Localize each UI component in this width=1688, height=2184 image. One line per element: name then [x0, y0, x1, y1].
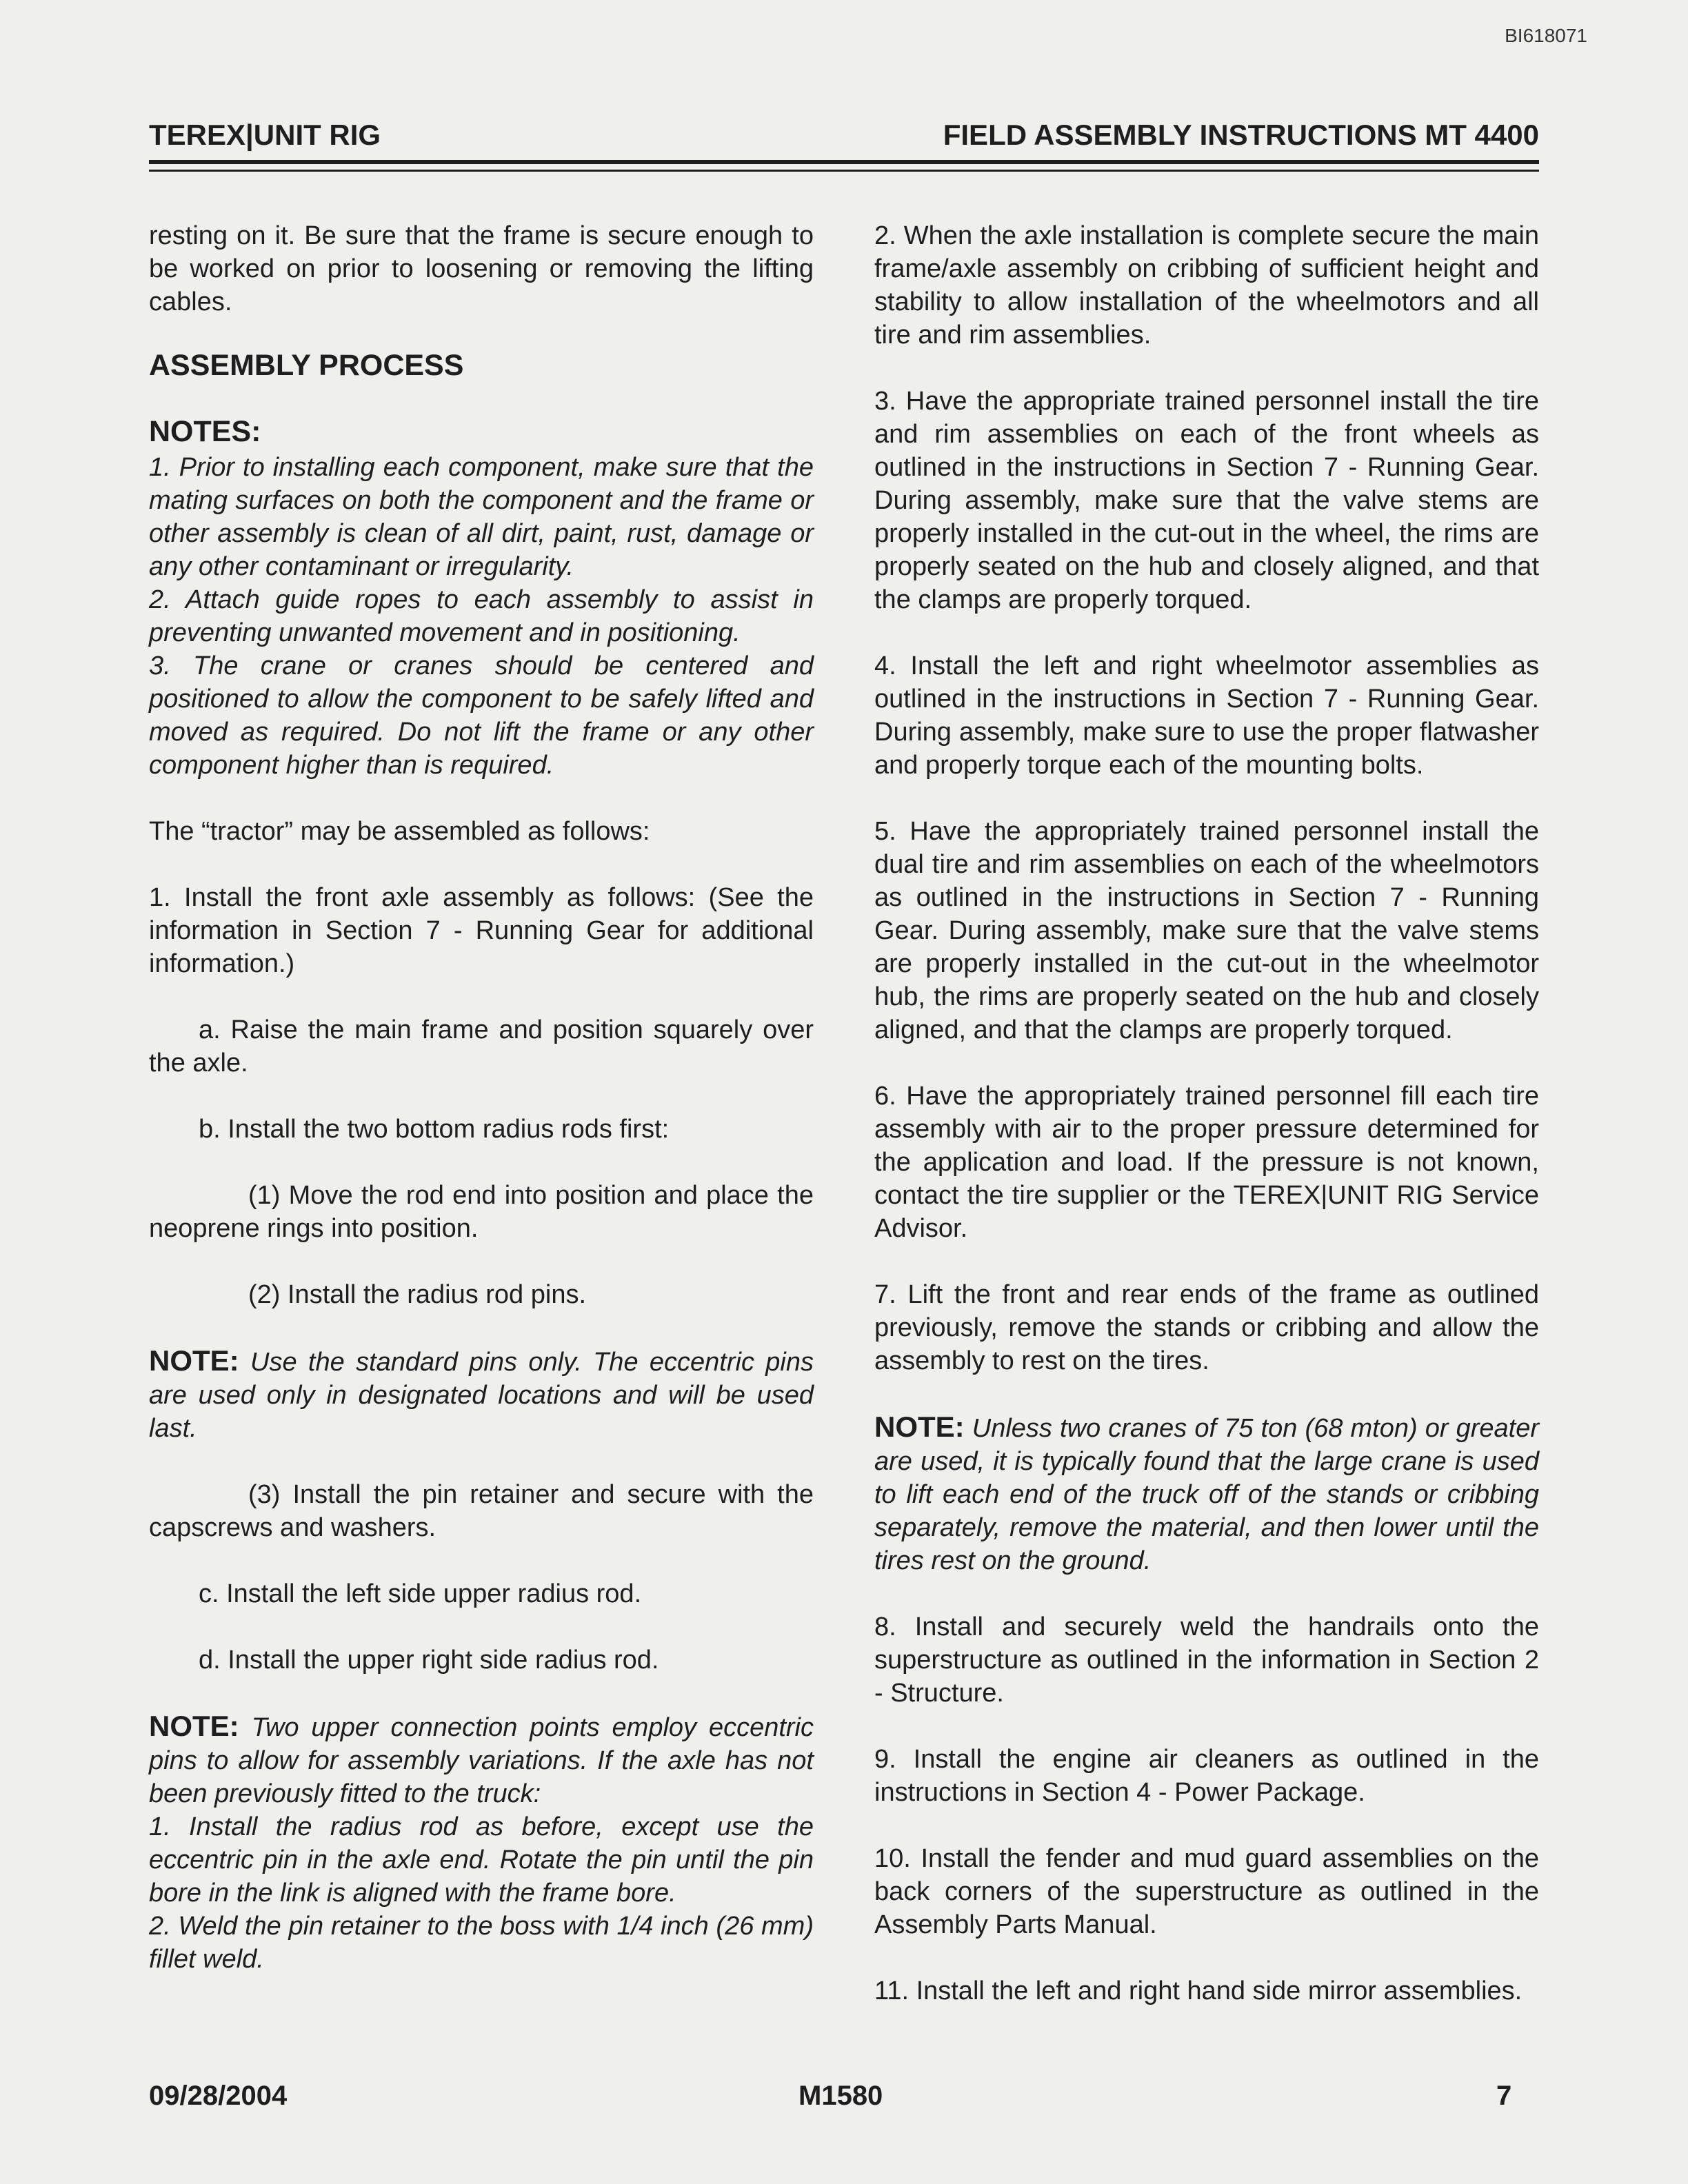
step-6: 6. Have the appropriately trained personnel fill each tire assembly with air to the proper pressure determined for the application and load. If the pressure is not known, contact the tire supplier or the TEREX|UNIT RIG Service Advisor. [874, 1082, 1539, 1243]
step-1b1: (1) Move the rod end into position and place the neoprene rings into position. [149, 1181, 814, 1243]
step-7: 7. Lift the front and rear ends of the frame as outlined previously, remove the stands or cribbing and allow the assembly to rest on the tires. [874, 1280, 1539, 1375]
step-1b3: (3) Install the pin retainer and secure with the capscrews and washers. [149, 1480, 814, 1542]
note-text: Use the standard pins only. The eccentric pins are used only in designated locations and will be used last. [149, 1348, 814, 1443]
section-heading: ASSEMBLY PROCESS [149, 349, 464, 382]
note-text: Unless two cranes of 75 ton (68 mton) or greater are used, it is typically found that the large crane is used to lift each end of the truck off of the stands or cribbing separately, remove the material, and then lower until the tires rest on the ground. [874, 1414, 1540, 1575]
document-id: BI618071 [1505, 25, 1587, 46]
header-rule-thick [149, 160, 1539, 164]
step-1c: c. Install the left side upper radius rod. [199, 1579, 642, 1608]
step-1a: a. Raise the main frame and position squarely over the axle. [149, 1015, 814, 1078]
note-standard-pins [149, 1344, 814, 1445]
intro-paragraph: resting on it. Be sure that the frame is secure enough to be worked on prior to loosening or removing the lifting cables. [149, 221, 814, 316]
step-4: 4. Install the left and right wheelmotor assemblies as outlined in the instructions in Section 7 - Running Gear. During assembly, make sure to use the proper flatwasher and properly torque each of the mounting bolts. [874, 651, 1539, 780]
step-10: 10. Install the fender and mud guard assemblies on the back corners of the superstructure as outlined in the Assembly Parts Manual. [874, 1844, 1539, 1939]
note-item: 1. Install the radius rod as before, except use the eccentric pin in the axle end. Rotate the pin until the pin bore in the link is aligned with the frame bore. [149, 1812, 814, 1908]
note-item: 2. Weld the pin retainer to the boss with 1/4 inch (26 mm) fillet weld. [149, 1912, 814, 1974]
note-text: Two upper connection points employ eccentric pins to allow for assembly variations. If the axle has not been previously fitted to the truck: [149, 1713, 814, 1808]
step-2: 2. When the axle installation is complete secure the main frame/axle assembly on cribbing of sufficient height and stability to allow installation of the wheelmotors and all tire and rim assemblies. [874, 221, 1539, 350]
right-column [874, 219, 1539, 2008]
step-1: 1. Install the front axle assembly as follows: (See the information in Section 7 - Running Gear for additional information.) [149, 883, 814, 978]
notes-heading: NOTES: [149, 415, 261, 448]
left-column [149, 219, 814, 1976]
step-9: 9. Install the engine air cleaners as outlined in the instructions in Section 4 - Power Package. [874, 1745, 1539, 1807]
header-company: TEREX|UNIT RIG [149, 119, 381, 151]
note-item: 3. The crane or cranes should be centered and positioned to allow the component to be safely lifted and moved as required. Do not lift the frame or any other component higher than is required. [149, 651, 814, 780]
footer-date: 09/28/2004 [149, 2081, 288, 2111]
note-item: 1. Prior to installing each component, make sure that the mating surfaces on both the component and the frame or other assembly is clean of all dirt, paint, rust, damage or any other contaminant or irregularity. [149, 453, 814, 581]
note-label: NOTE: [874, 1410, 965, 1443]
step-1d: d. Install the upper right side radius rod. [199, 1646, 659, 1675]
note-label: NOTE: [149, 1710, 239, 1742]
note-eccentric-pins [149, 1710, 814, 1810]
step-1b2: (2) Install the radius rod pins. [248, 1280, 587, 1309]
note-label: NOTE: [149, 1344, 239, 1377]
note-item: 2. Attach guide ropes to each assembly to assist in preventing unwanted movement and in positioning. [149, 585, 814, 647]
step-8: 8. Install and securely weld the handrails onto the superstructure as outlined in the information in Section 2 - Structure. [874, 1612, 1539, 1708]
tractor-intro: The “tractor” may be assembled as follows: [149, 817, 650, 846]
step-1b: b. Install the two bottom radius rods first: [199, 1115, 670, 1144]
step-3: 3. Have the appropriate trained personnel install the tire and rim assemblies on each of the front wheels as outlined in the instructions in Section 7 - Running Gear. During assembly, make sure that the valve stems are properly installed in the cut-out in the wheel, the rims are properly seated on the hub and closely aligned, and that the clamps are properly torqued. [874, 387, 1539, 614]
footer-manual-number: M1580 [798, 2081, 883, 2111]
header-title: FIELD ASSEMBLY INSTRUCTIONS MT 4400 [943, 119, 1539, 151]
note-cranes [874, 1410, 1539, 1577]
step-11: 11. Install the left and right hand side mirror assemblies. [874, 1976, 1523, 2005]
footer-page-number: 7 [1496, 2081, 1512, 2111]
step-5: 5. Have the appropriately trained personnel install the dual tire and rim assemblies on each of the wheelmotors as outlined in the instructions in Section 7 - Running Gear. During assembly, make sure that the valve stems are properly installed in the cut-out in the wheelmotor hub, the rims are properly seated on the hub and closely aligned, and that the clamps are properly torqued. [874, 817, 1539, 1044]
header-rule-thin [149, 170, 1539, 172]
